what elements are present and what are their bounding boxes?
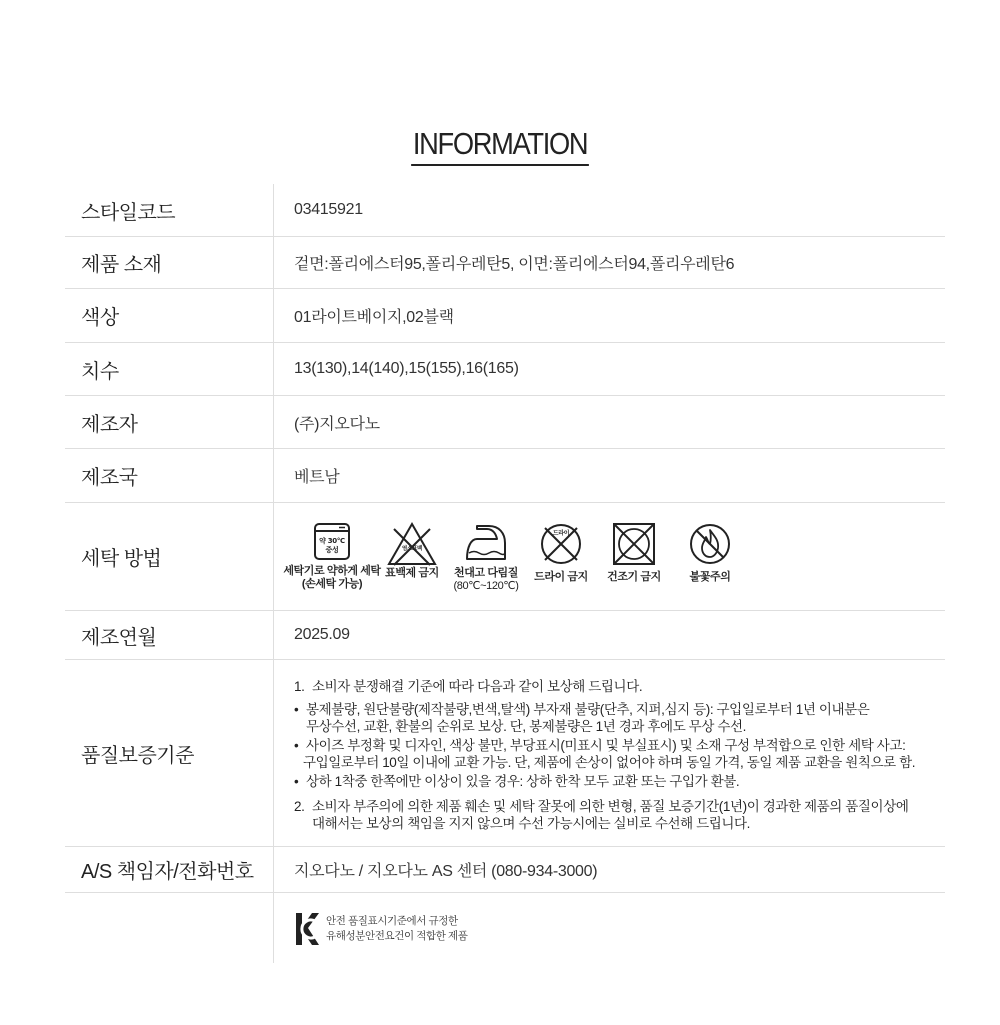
iron-caption2: (80℃~120℃) (453, 579, 519, 592)
quality-bullet-1-line1: 봉제불량, 원단불량(제작불량,변색,탈색) 부자재 불량(단추, 지퍼,심지 등): 구입일로부터 1년 이내분은 (306, 702, 870, 717)
no-dry-clean-caption: 드라이 금지 (534, 570, 588, 583)
quality-label: 품질보증기준 (81, 744, 194, 767)
wash-icons (273, 521, 945, 593)
material-value: 겉면:폴리에스터95,폴리우레탄5, 이면:폴리에스터94,폴리우레탄6 (294, 256, 735, 273)
row-country (65, 449, 945, 503)
no-dry-clean-icon (538, 521, 584, 567)
row-color (65, 289, 945, 343)
no-bleach-icon (386, 521, 438, 567)
row-material (65, 237, 945, 289)
wash-label: 세탁 방법 (81, 548, 162, 570)
as-label: A/S 책임자/전화번호 (81, 861, 254, 883)
row-as-contact (65, 847, 945, 893)
page-title: INFORMATION (411, 126, 589, 166)
quality-list (273, 674, 945, 832)
row-style-code (65, 184, 945, 237)
no-tumble-dry-item (591, 521, 677, 584)
row-quality (65, 660, 945, 847)
quality-item-2-line2: 대해서는 보상의 책임을 지지 않으며 수선 가능시에는 실비로 수선해 드립니다. (312, 816, 751, 831)
quality-bullet-3: • 상하 1착중 한쪽에만 이상이 있을 경우: 상하 한착 모두 교환 또는 구입가 환불. (294, 774, 740, 789)
style-code-label: 스타일코드 (81, 201, 176, 224)
no-tumble-dry-caption: 건조기 금지 (607, 570, 661, 583)
quality-bullet-3-text: 상하 1착중 한쪽에만 이상이 있을 경우: 상하 한착 모두 교환 또는 구입가 환불. (306, 774, 740, 789)
kc-certification (294, 911, 467, 947)
info-table (65, 184, 945, 893)
quality-bullet-2-line1: 사이즈 부정확 및 디자인, 색상 불만, 부당표시(미표시 및 부실표시) 및 소재 구성 부적합으로 인한 세탁 사고: (306, 738, 906, 753)
title-wrap (0, 126, 1000, 166)
quality-bullet-2-line2: 구입일로부터 10일 이내에 교환 가능. 단, 제품에 손상이 없어야 하며 동일 가격, 동일 제품 교환을 원칙으로 함. (303, 755, 916, 770)
maker-value: (주)지오다노 (294, 415, 380, 433)
color-value: 01라이트베이지,02블랙 (294, 309, 454, 326)
hand-wash-neutral: 중성 (325, 545, 339, 554)
quality-bullet-2: • 사이즈 부정확 및 디자인, 색상 불만, 부당표시(미표시 및 부실표시) 및 소재 구성 부적합으로 인한 세탁 사고: 구입일로부터 10일 이내에 교환 가능. 단, 제품에 손상이 없어야 하며 동일 가격, 동일 제품 교환을 원칙으로 함. (294, 738, 916, 770)
no-dry-clean-item (531, 521, 591, 584)
as-value: 지오다노 / 지오다노 AS 센터 (080-934-3000) (294, 863, 598, 880)
quality-item-2-line1: 소비자 부주의에 의한 제품 훼손 및 세탁 잘못에 의한 변형, 품질 보증기간(1년)이 경과한 제품의 품질이상에 (312, 799, 909, 814)
hand-wash-caption1: 세탁기로 약하게 세탁 (283, 564, 381, 577)
no-fire-item (677, 521, 743, 584)
kc-mark-icon (294, 911, 320, 947)
maker-label: 제조자 (81, 413, 138, 436)
size-label: 치수 (81, 360, 119, 383)
no-bleach-item (383, 521, 441, 580)
no-bleach-inner: 염소표백 (401, 545, 423, 552)
style-code-value: 03415921 (294, 201, 363, 218)
no-fire-icon (687, 521, 733, 567)
date-label: 제조연월 (81, 626, 157, 649)
hand-wash-item (281, 521, 383, 591)
quality-item-1 (294, 678, 945, 695)
material-label: 제품 소재 (81, 254, 162, 276)
quality-item-2-num: 2. (294, 799, 305, 814)
hand-wash-caption2: (손세탁 가능) (301, 577, 363, 590)
size-value: 13(130),14(140),15(155),16(165) (294, 360, 519, 377)
hand-wash-icon (312, 521, 352, 561)
quality-bullet-1: • 봉제불량, 원단불량(제작불량,변색,탈색) 부자재 불량(단추, 지퍼,심지 등): 구입일로부터 1년 이내분은 무상수선, 교환, 환불의 순위로 보상. 단, 봉제불량은 1년 경과 후에도 무상 수선. (294, 702, 870, 734)
kc-text-line1: 안전 품질표시기준에서 규정한 (326, 915, 458, 927)
kc-text-line2: 유해성분안전요건이 적합한 제품 (326, 930, 468, 942)
quality-bullet-1-line2: 무상수선, 교환, 환불의 순위로 보상. 단, 봉제불량은 1년 경과 후에도 무상 수선. (306, 719, 746, 734)
hand-wash-temp: 약 30°C (319, 536, 345, 545)
no-tumble-dry-icon (611, 521, 657, 567)
quality-item-1-text: 소비자 분쟁해결 기준에 따라 다음과 같이 보상해 드립니다. (312, 679, 643, 694)
row-maker (65, 396, 945, 449)
no-bleach-caption: 표백제 금지 (385, 566, 439, 579)
iron-item (441, 521, 531, 593)
color-label: 색상 (81, 307, 119, 329)
quality-item-1-num: 1. (294, 679, 305, 694)
no-dry-clean-inner: 드라이 (552, 529, 570, 537)
row-size (65, 343, 945, 396)
country-value: 베트남 (294, 469, 340, 486)
row-manufacture-date (65, 611, 945, 660)
no-fire-caption: 불꽃주의 (689, 570, 731, 583)
date-value: 2025.09 (294, 626, 350, 643)
quality-item-2 (294, 798, 945, 832)
iron-caption1: 천대고 다림질 (453, 566, 518, 579)
row-wash (65, 503, 945, 611)
iron-icon (463, 521, 509, 563)
country-label: 제조국 (81, 467, 138, 489)
